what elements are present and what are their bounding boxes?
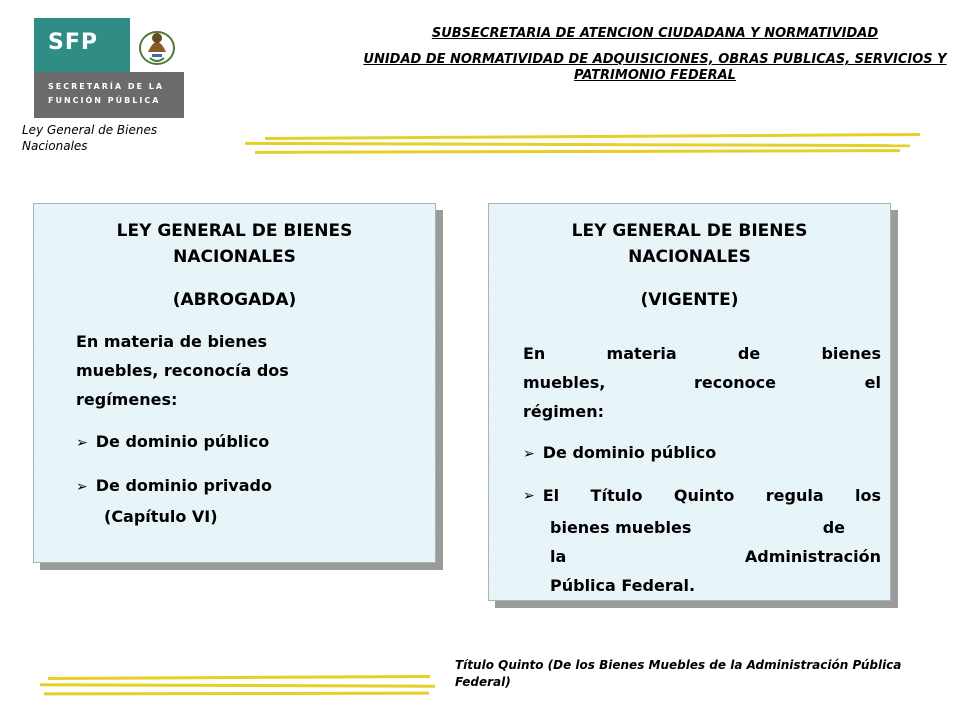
left-bullet-2: ➢ De dominio privado [76,470,272,503]
right-intro-line-3: régimen: [523,402,604,421]
left-panel [33,203,436,563]
left-bullet-2-continuation: (Capítulo VI) [104,507,218,526]
right-bullet-2-continuation-1: bienes muebles de [550,518,845,537]
left-panel-title: LEY GENERAL DE BIENES NACIONALES [116,221,353,267]
sfp-logo [34,18,184,118]
right-intro-line-2: muebles, reconoce el [523,373,881,392]
footer-rule [48,675,430,680]
right-intro-line-1: En materia de bienes [523,344,881,363]
side-caption: Ley General de Bienes Nacionales [22,123,158,153]
left-bullet-1: ➢ De dominio público [76,426,269,459]
arrow-bullet-icon: ➢ [523,488,535,504]
header-rule [245,142,910,147]
right-panel-status: (VIGENTE) [640,290,739,310]
right-bullet-2-continuation-2: la Administración [550,547,881,566]
header-rule [265,133,920,140]
logo-line-1: SECRETARÍA DE LA [48,82,165,91]
right-bullet-2-continuation-3: Pública Federal. [550,576,696,595]
footer-rule [40,683,435,687]
mexico-coat-of-arms-icon [130,18,184,72]
arrow-bullet-icon: ➢ [76,435,88,451]
right-panel [488,203,891,601]
right-bullet-1: ➢ De dominio público [523,437,716,470]
arrow-bullet-icon: ➢ [76,479,88,495]
arrow-bullet-icon: ➢ [523,446,535,462]
logo-line-2: FUNCIÓN PÚBLICA [48,96,161,105]
left-panel-status: (ABROGADA) [172,290,297,310]
header-line-1: SUBSECRETARIA DE ATENCION CIUDADANA Y NORMATIVIDAD [431,26,879,41]
left-panel-intro: En materia de bienes muebles, reconocía dos regímenes: [76,332,289,409]
footer-rule [44,692,429,696]
page-footer: Título Quinto (De los Bienes Muebles de la Administración Pública Federal) [455,658,902,689]
logo-abbr: SFP [48,30,98,55]
header-rule [255,149,900,154]
right-panel-title: LEY GENERAL DE BIENES NACIONALES [571,221,808,267]
page-header [360,26,950,84]
right-bullet-2: ➢ El Título Quinto regula los [523,480,881,512]
sfp-logo-badge [34,18,130,72]
header-line-2: UNIDAD DE NORMATIVIDAD DE ADQUISICIONES, OBRAS PUBLICAS, SERVICIOS Y PATRIMONIO FEDERAL [363,52,947,83]
